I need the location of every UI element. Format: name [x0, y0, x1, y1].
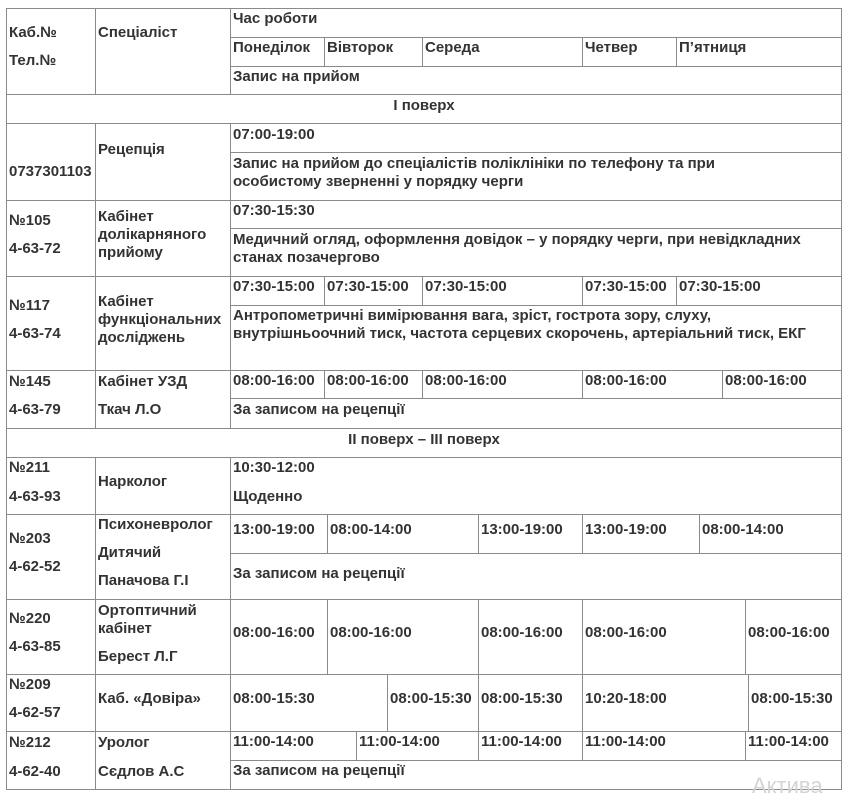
room-209-specialist: Каб. «Довіра»: [98, 690, 201, 707]
room-203-doctor: Паначова Г.І: [98, 572, 189, 589]
header-day-wednesday: Середа: [425, 39, 480, 56]
room-209-phone: 4-62-57: [9, 704, 61, 721]
room-212-hours-fri: 11:00-14:00: [748, 733, 829, 750]
grid-line: [841, 8, 842, 790]
room-220-phone: 4-63-85: [9, 638, 61, 655]
room-220-hours-thu: 08:00-16:00: [585, 624, 667, 641]
room-212-hours-tue: 11:00-14:00: [359, 733, 440, 750]
grid-line: [230, 37, 842, 38]
room-212-specialist: Уролог: [98, 734, 150, 751]
room-211-phone: 4-63-93: [9, 488, 61, 505]
reception-specialist: Рецепція: [98, 141, 165, 158]
grid-line: [230, 553, 842, 554]
header-day-monday: Понеділок: [233, 39, 311, 56]
room-117-hours-wed: 07:30-15:00: [425, 278, 507, 295]
room-105-phone: 4-63-72: [9, 240, 61, 257]
room-209-number: №209: [9, 676, 51, 693]
reception-hours: 07:00-19:00: [233, 126, 315, 143]
section-floor-1: І поверх: [393, 97, 455, 114]
header-appointment-label: Запис на прийом: [233, 68, 360, 85]
header-room-label: Каб.№: [9, 24, 57, 41]
room-145-phone: 4-63-79: [9, 401, 61, 418]
room-145-note: За записом на рецепції: [233, 401, 405, 418]
room-220-hours-tue: 08:00-16:00: [330, 624, 412, 641]
room-203-hours-wed: 13:00-19:00: [481, 521, 563, 538]
room-203-specialist: Психоневролог: [98, 516, 213, 533]
room-220-number: №220: [9, 610, 51, 627]
reception-phone: 0737301103: [9, 163, 92, 180]
grid-line: [6, 8, 842, 9]
header-work-hours-label: Час роботи: [233, 10, 318, 27]
section-floor-2-3: ІІ поверх – ІІІ поверх: [348, 431, 500, 448]
header-phone-label: Тел.№: [9, 52, 57, 69]
room-212-number: №212: [9, 734, 51, 751]
room-145-hours-mon: 08:00-16:00: [233, 372, 315, 389]
room-145-hours-thu: 08:00-16:00: [585, 372, 667, 389]
room-105-number: №105: [9, 212, 51, 229]
room-212-hours-mon: 11:00-14:00: [233, 733, 314, 750]
room-117-phone: 4-63-74: [9, 325, 61, 342]
grid-line: [6, 674, 842, 675]
room-203-hours-tue: 08:00-14:00: [330, 521, 412, 538]
room-145-number: №145: [9, 373, 51, 390]
room-212-note: За записом на рецепції: [233, 762, 405, 779]
room-212-phone: 4-62-40: [9, 763, 61, 780]
room-117-hours-tue: 07:30-15:00: [327, 278, 409, 295]
header-day-thursday: Четвер: [585, 39, 638, 56]
header-day-tuesday: Вівторок: [327, 39, 394, 56]
grid-line: [6, 200, 842, 201]
room-211-note: Щоденно: [233, 488, 303, 505]
room-203-hours-fri: 08:00-14:00: [702, 521, 784, 538]
room-145-hours-tue: 08:00-16:00: [327, 372, 409, 389]
room-211-specialist: Нарколог: [98, 473, 168, 490]
room-105-specialist: Кабінет долікарняного прийому: [98, 208, 207, 261]
room-203-hours-mon: 13:00-19:00: [233, 521, 315, 538]
activation-watermark: Актива: [752, 773, 823, 798]
grid-line: [6, 123, 842, 124]
room-117-hours-thu: 07:30-15:00: [585, 278, 667, 295]
room-117-number: №117: [9, 297, 50, 314]
room-209-hours-thu: 10:20-18:00: [585, 690, 667, 707]
room-203-note: За записом на рецепції: [233, 565, 405, 582]
room-117-hours-mon: 07:30-15:00: [233, 278, 315, 295]
room-209-hours-fri: 08:00-15:30: [751, 690, 833, 707]
room-220-hours-fri: 08:00-16:00: [748, 624, 830, 641]
room-203-specialist-type: Дитячий: [98, 544, 162, 561]
room-145-doctor: Ткач Л.О: [98, 401, 162, 418]
room-220-doctor: Берест Л.Г: [98, 648, 178, 665]
room-105-note: Медичний огляд, оформлення довідок – у порядку черги, при невідкладних станах позачергово: [233, 231, 801, 266]
room-212-hours-thu: 11:00-14:00: [585, 733, 666, 750]
room-145-hours-fri: 08:00-16:00: [725, 372, 807, 389]
grid-line: [6, 789, 842, 790]
room-220-specialist: Ортоптичний кабінет: [98, 602, 197, 637]
room-145-specialist: Кабінет УЗД: [98, 373, 188, 390]
room-203-phone: 4-62-52: [9, 558, 61, 575]
room-211-hours: 10:30-12:00: [233, 459, 315, 476]
room-145-hours-wed: 08:00-16:00: [425, 372, 507, 389]
room-220-hours-wed: 08:00-16:00: [481, 624, 563, 641]
room-203-hours-thu: 13:00-19:00: [585, 521, 667, 538]
room-209-hours-wed: 08:00-15:30: [481, 690, 563, 707]
grid-line: [95, 8, 96, 94]
room-117-specialist: Кабінет функціональних досліджень: [98, 293, 222, 346]
room-117-note: Антропометричні вимірювання вага, зріст, гострота зору, слуху, внутрішньоочний тиск, частота серцевих скорочень, артеріальний тиск, ЕКГ: [233, 307, 806, 342]
room-212-doctor: Сєдлов А.С: [98, 763, 185, 780]
room-105-hours: 07:30-15:30: [233, 202, 315, 219]
room-212-hours-wed: 11:00-14:00: [481, 733, 562, 750]
room-209-hours-tue: 08:00-15:30: [390, 690, 472, 707]
reception-note: Запис на прийом до спеціалістів поліклініки по телефону та при особистому зверненні у порядку черги: [233, 155, 716, 190]
room-220-hours-mon: 08:00-16:00: [233, 624, 315, 641]
room-211-number: №211: [9, 459, 50, 476]
room-209-hours-mon: 08:00-15:30: [233, 690, 315, 707]
header-day-friday: П’ятниця: [679, 39, 747, 56]
header-specialist-label: Спеціаліст: [98, 24, 178, 41]
grid-line: [6, 457, 842, 458]
room-117-hours-fri: 07:30-15:00: [679, 278, 761, 295]
room-203-number: №203: [9, 530, 51, 547]
